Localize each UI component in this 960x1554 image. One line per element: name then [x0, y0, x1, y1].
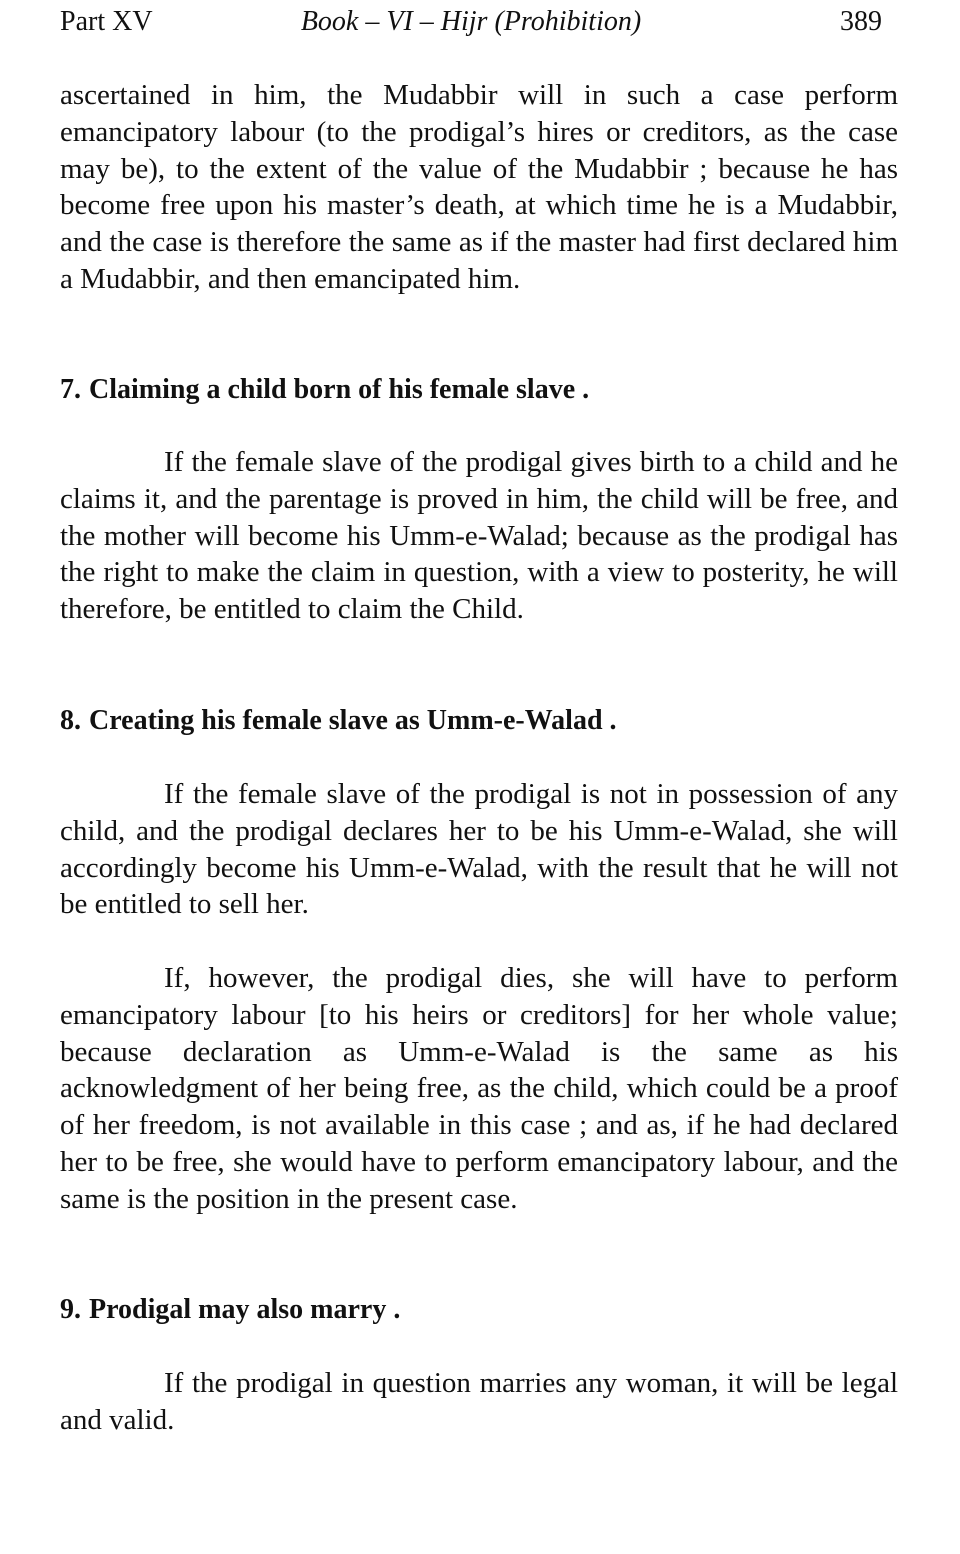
section-title: Claiming a child born of his female slave . — [89, 374, 590, 405]
book-title: Book – VI – Hijr (Prohibition) — [300, 6, 642, 37]
section-title: Prodigal may also marry . — [89, 1294, 401, 1325]
section-number: 8. — [60, 705, 81, 736]
section-8-body-1 — [60, 776, 898, 923]
section-8-heading-block — [60, 703, 898, 739]
section-heading — [60, 372, 898, 408]
section-paragraph: If, however, the prodigal dies, she will have to perform emancipatory labour [to his heirs or creditors] for her whole value; because declaration as Umm-e-Walad is the same as his acknowledgment of her being free, as the child, which could be a proof of her freedom, is not available in this case ; and as, if he had declared her to be free, she would have to perform emancipatory labour, and the same is the position in the present case. — [60, 962, 898, 1215]
section-number: 7. — [60, 374, 81, 405]
part-label: Part XV — [60, 6, 153, 37]
section-7-heading-block — [60, 372, 898, 408]
section-8-body-2 — [60, 960, 898, 1218]
continuation-paragraph: ascertained in him, the Mudabbir will in such a case perform emancipatory labour (to the prodigal’s hires or creditors, as the case may be), to the extent of the value of the Mudabbir ; because he has become free upon his master’s death, at which time he is a Mudabbir, and the case is therefore the same as if the master had first declared him a Mudabbir, and then emancipated him. — [60, 79, 898, 295]
section-paragraph: If the prodigal in question marries any woman, it will be legal and valid. — [60, 1367, 898, 1436]
page-header — [60, 4, 882, 44]
section-paragraph: If the female slave of the prodigal is not in possession of any child, and the prodigal declares her to be his Umm-e-Walad, she will accordingly become his Umm-e-Walad, with the result that he will not be entitled to sell her. — [60, 778, 898, 921]
section-heading — [60, 703, 898, 739]
section-paragraph: If the female slave of the prodigal gives birth to a child and he claims it, and the parentage is proved in him, the child will be free, and the mother will become his Umm-e-Walad; because as the prodigal has the right to make the claim in question, with a view to posterity, he will therefore, be entitled to claim the Child. — [60, 446, 898, 626]
section-heading — [60, 1292, 898, 1328]
section-9-body — [60, 1365, 898, 1439]
page-number: 389 — [840, 6, 882, 37]
section-9-heading-block — [60, 1292, 898, 1328]
section-title: Creating his female slave as Umm-e-Walad . — [89, 705, 617, 736]
continuation-block — [60, 77, 898, 298]
section-7-body — [60, 444, 898, 628]
section-number: 9. — [60, 1294, 81, 1325]
